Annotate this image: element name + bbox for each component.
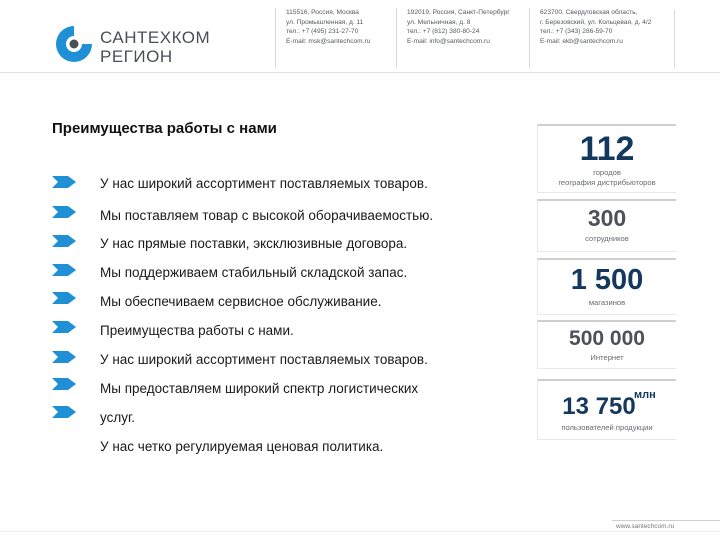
bullet-arrow-icon [52,378,76,390]
stat-label: пользователей продукции [561,423,653,432]
office-ekb [529,8,672,68]
footer-url[interactable]: www.santechcom.ru [616,523,675,530]
stat-value: 1 500 [570,264,644,296]
office-address-line: ул. Промышленная, д. 11 [286,18,364,26]
logo-line-2: РЕГИОН [100,47,173,66]
company-logo[interactable] [52,22,211,72]
bullet-arrow-icon [52,264,76,276]
stat-label: Интернет [590,353,624,362]
stat-value: 112 [579,130,635,168]
header-divider [674,10,675,68]
page-title: Преимущества работы с нами [52,120,277,137]
stat-card-stores [537,258,676,315]
office-phone: тел.: +7 (495) 231-27-70 [286,28,359,36]
list-item: У нас широкий ассортимент поставляемых товаров. [100,352,428,367]
list-item: У нас четко регулируемая ценовая политика. [100,439,384,454]
bullet-arrow-icon [52,321,76,333]
bullet-arrow-icon [52,292,76,304]
stat-value: 500 000 [569,327,645,350]
office-email[interactable]: E-mail: ekb@santechcom.ru [540,37,623,45]
office-address-line: ул. Мельничная, д. 8 [407,18,471,26]
stat-card-users [537,379,676,440]
stat-label: география дистрибьюторов [558,178,656,187]
office-phone: тел.: +7 (343) 286-59-70 [540,28,613,36]
footer-rule [612,520,720,521]
header-rule [0,72,720,73]
list-item: услуг. [100,410,136,425]
stat-card-employees [537,199,676,252]
stat-value: 300 [587,205,627,231]
logo-wordmark [100,28,210,66]
office-phone: тел.: +7 (812) 380-80-24 [407,28,480,36]
bullet-arrow-icon [52,176,76,188]
logo-mark-icon [52,22,96,66]
stat-unit: млн [634,389,656,401]
office-address-line: 623700, Свердловская область, [540,9,638,16]
stat-label: городов [593,168,621,177]
office-email[interactable]: E-mail: info@santechcom.ru [407,37,490,45]
office-address-line: 192019, Россия, Санкт-Петербург [407,9,510,16]
bottom-rule [0,531,720,532]
bullet-arrow-icon [52,351,76,363]
office-address-line: 115516, Россия, Москва [286,9,359,16]
list-item: Преимущества работы с нами. [100,323,294,338]
list-item: У нас прямые поставки, эксклюзивные договора. [100,236,408,251]
page-header [0,0,720,72]
list-item: Мы поставляем товар с высокой оборачиваемостью. [100,208,434,223]
bullet-arrow-icon [52,406,76,418]
stat-label: сотрудников [585,234,629,243]
stat-label: магазинов [588,298,626,307]
office-address-line: г. Березовский, ул. Кольцевая, д. 4/2 [540,18,652,26]
list-item: У нас широкий ассортимент поставляемых товаров. [100,176,428,191]
logo-line-1: САНТЕХКОМ [100,28,211,47]
stat-card-cities [537,124,676,193]
office-email[interactable]: E-mail: msk@santechcom.ru [286,37,371,45]
list-item: Мы поддерживаем стабильный складской запас. [100,265,408,280]
list-item: Мы предоставляем широкий спектр логистических [100,381,419,396]
office-spb [396,8,547,68]
stat-value: 13 750 [562,393,636,420]
bullet-arrow-icon [52,235,76,247]
list-item: Мы обеспечиваем сервисное обслуживание. [100,294,382,309]
stat-card-internet [537,320,676,369]
bullet-arrow-icon [52,206,76,218]
